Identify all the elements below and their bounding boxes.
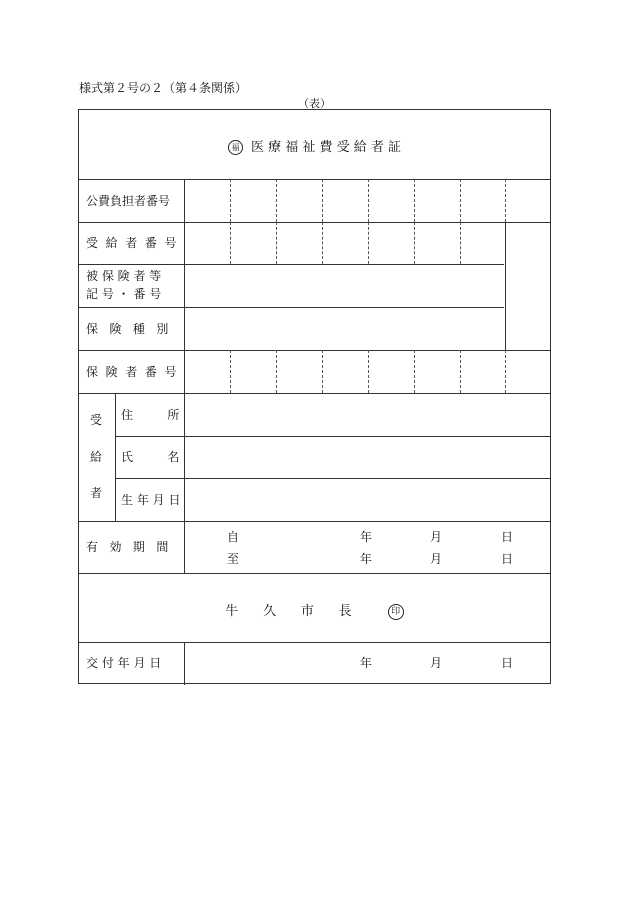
validity-to-month: 月 — [430, 552, 443, 566]
digit-separator — [368, 179, 369, 222]
row-divider — [79, 642, 550, 643]
name-label: 氏 名 — [121, 450, 180, 464]
validity-from-year: 年 — [360, 530, 373, 544]
row-divider — [79, 573, 550, 574]
certificate-title — [79, 136, 550, 155]
recipient-number-label: 受 給 者 番 号 — [86, 236, 177, 250]
issue-year: 年 — [360, 656, 373, 670]
validity-to-day: 日 — [501, 552, 514, 566]
mayor-signature — [79, 600, 550, 620]
validity-to-year: 年 — [360, 552, 373, 566]
digit-separator — [505, 350, 506, 393]
recipient-no-right-divider — [505, 222, 506, 350]
fuku-seal-icon: 福 — [228, 140, 243, 155]
label-column-divider — [184, 642, 185, 685]
recipient-vertical-char: 者 — [90, 486, 103, 500]
row-divider — [79, 179, 550, 180]
side-label: （表） — [298, 97, 331, 110]
certificate-title-text: 医 療 福 祉 費 受 給 者 証 — [250, 140, 402, 155]
date-of-birth-label: 生 年 月 日 — [121, 493, 181, 507]
digit-separator — [230, 350, 231, 393]
row-divider — [115, 478, 550, 479]
form-reference: 様式第２号の２（第４条関係） — [79, 81, 248, 95]
insured-symbol-label-line2: 記 号 ・ 番 号 — [86, 287, 162, 301]
row-divider — [79, 264, 504, 265]
digit-separator — [460, 179, 461, 222]
validity-from-month: 月 — [430, 530, 443, 544]
digit-separator — [368, 350, 369, 393]
row-divider — [79, 222, 550, 223]
certificate-form — [78, 109, 551, 684]
digit-separator — [322, 222, 323, 264]
digit-separator — [322, 350, 323, 393]
digit-separator — [276, 179, 277, 222]
official-seal-icon: 印 — [388, 604, 404, 620]
issue-date-label: 交 付 年 月 日 — [86, 656, 162, 670]
validity-to-label: 至 — [227, 552, 240, 566]
label-column-divider — [184, 179, 185, 573]
mayor-title: 牛 久 市 長 — [225, 604, 352, 619]
digit-separator — [368, 222, 369, 264]
digit-separator — [230, 222, 231, 264]
validity-from-day: 日 — [501, 530, 514, 544]
validity-from-label: 自 — [227, 530, 240, 544]
row-divider — [79, 350, 550, 351]
digit-separator — [460, 222, 461, 264]
issue-day: 日 — [501, 656, 514, 670]
validity-period-label: 有 効 期 間 — [86, 540, 169, 554]
digit-separator — [414, 350, 415, 393]
digit-separator — [276, 350, 277, 393]
digit-separator — [322, 179, 323, 222]
digit-separator — [276, 222, 277, 264]
recipient-column-divider — [115, 393, 116, 521]
digit-separator — [414, 179, 415, 222]
digit-separator — [505, 179, 506, 222]
row-divider — [79, 393, 550, 394]
digit-separator — [460, 350, 461, 393]
address-label: 住 所 — [121, 408, 180, 422]
row-divider — [79, 307, 504, 308]
public-payer-number-label: 公費負担者番号 — [86, 194, 171, 208]
issue-month: 月 — [430, 656, 443, 670]
recipient-vertical-char: 受 — [90, 413, 103, 427]
row-divider — [115, 436, 550, 437]
recipient-vertical-char: 給 — [90, 450, 103, 464]
insurance-type-label: 保 険 種 別 — [86, 322, 169, 336]
insurer-number-label: 保 険 者 番 号 — [86, 365, 177, 379]
digit-separator — [230, 179, 231, 222]
insured-symbol-label-line1: 被 保 険 者 等 — [86, 269, 162, 283]
row-divider — [79, 521, 550, 522]
digit-separator — [414, 222, 415, 264]
